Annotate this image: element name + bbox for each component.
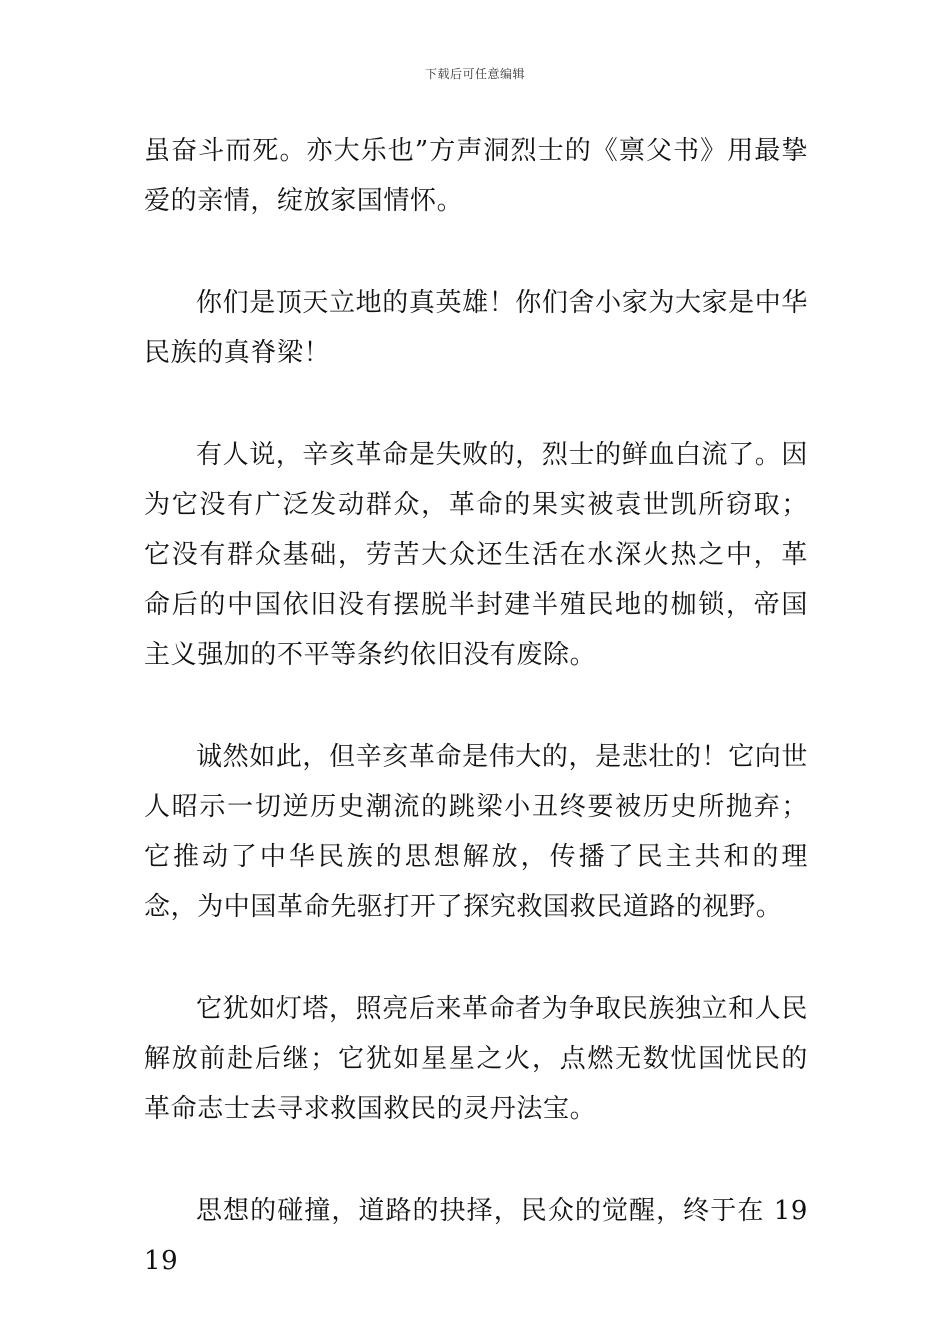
paragraph-2: 你们是顶天立地的真英雄！你们舍小家为大家是中华民族的真脊梁！ (144, 288, 808, 368)
paragraph-1: 虽奋斗而死。亦大乐也”方声洞烈士的《禀父书》用最挚爱的亲情，绽放家国情怀。 (144, 136, 808, 216)
paragraph-3: 有人说，辛亥革命是失败的，烈士的鲜血白流了。因为它没有广泛发动群众，革命的果实被袁世凯所窃取；它没有群众基础，劳苦大众还生活在水深火热之中，革命后的中国依旧没有摆脱半封建半殖民地的枷锁，帝国主义强加的不平等条约依旧没有废除。 (144, 440, 808, 670)
paragraph-5: 它犹如灯塔，照亮后来革命者为争取民族独立和人民解放前赴后继；它犹如星星之火，点燃无数忧国忧民的革命志士去寻求救国救民的灵丹法宝。 (144, 994, 808, 1124)
document-body (144, 126, 808, 1338)
paragraph-4: 诚然如此，但辛亥革命是伟大的，是悲壮的！它向世人昭示一切逆历史潮流的跳梁小丑终要被历史所抛弃；它推动了中华民族的思想解放，传播了民主共和的理念，为中国革命先驱打开了探究救国救民道路的视野。 (144, 742, 808, 922)
paragraph-6: 思想的碰撞，道路的抉择，民众的觉醒，终于在 1919 (144, 1196, 808, 1276)
page-header: 下载后可任意编辑 (424, 67, 525, 81)
